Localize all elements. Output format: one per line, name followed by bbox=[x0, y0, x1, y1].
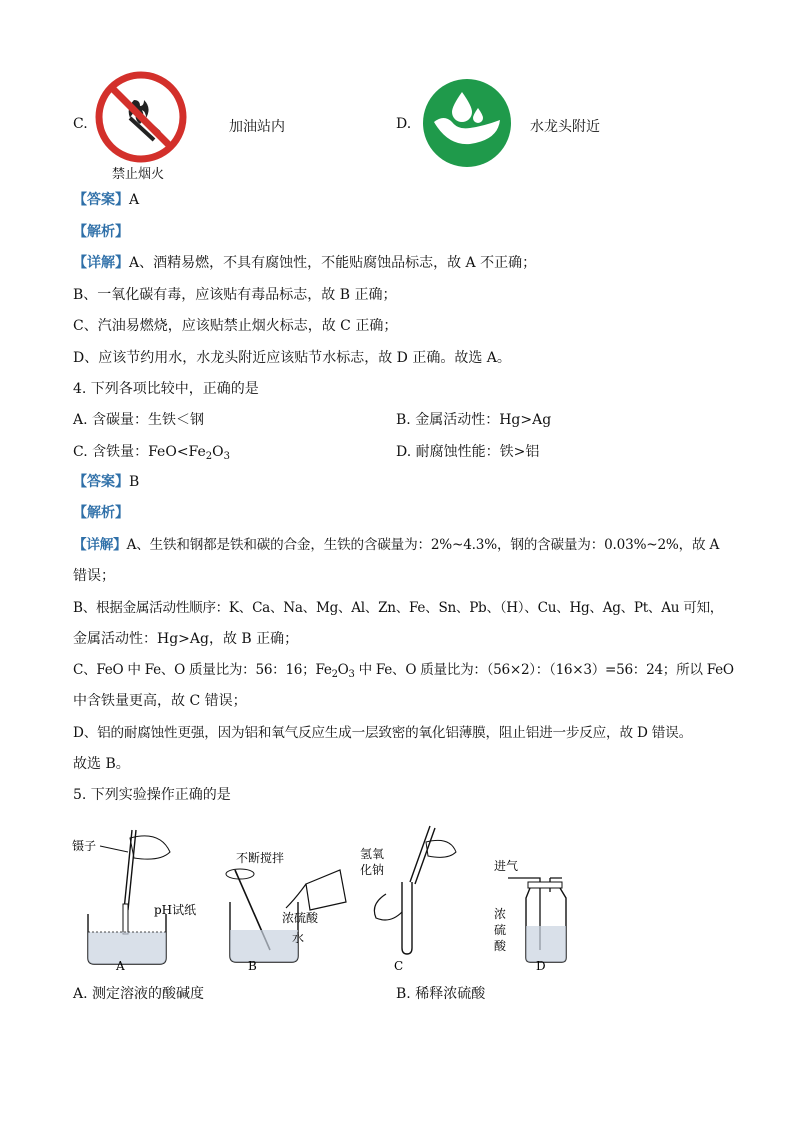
q4-option-a: A. 含碳量：生铁＜钢 bbox=[73, 412, 205, 428]
q5-option-a: A. 测定溶液的酸碱度 bbox=[73, 986, 205, 1002]
q3-detail-line-3: C、汽油易燃烧，应该贴禁止烟火标志，故 C 正确； bbox=[73, 318, 398, 334]
q4-detail-line-5: C、FeO 中 Fe、O 质量比为：56：16；$Fe_2O_3$ 中 Fe、O 质量比为：（56×2）：（16×3）=56：24；所以 FeO bbox=[73, 662, 734, 680]
label-b: B bbox=[248, 959, 257, 973]
label-tweezers: 镊子 bbox=[72, 839, 97, 853]
label-naoh-1: 氢氧 bbox=[360, 847, 385, 861]
q4-analysis-tag: 【解析】 bbox=[73, 505, 129, 521]
figure-b-dilute-acid bbox=[226, 850, 346, 973]
label-c: C bbox=[394, 959, 404, 973]
q4-detail-line-1: 【详解】A、生铁和钢都是铁和碳的合金，生铁的含碳量为：2%~4.3%，钢的含碳量为：0.03%~2%，故 A bbox=[73, 537, 720, 553]
q5-option-b: B. 稀释浓硫酸 bbox=[396, 986, 486, 1002]
figure-d-gas-drying bbox=[494, 858, 566, 973]
q5-figure bbox=[70, 822, 570, 974]
q3-detail-line-1: 【详解】A、酒精易燃，不具有腐蚀性，不能贴腐蚀品标志，故 A 不正确； bbox=[73, 255, 537, 271]
label-d-3: 酸 bbox=[494, 939, 507, 953]
figure-a-ph-test bbox=[72, 830, 196, 973]
q4-answer-row: 【答案】B bbox=[73, 474, 140, 490]
label-a: A bbox=[116, 959, 125, 973]
no-fire-sign-icon bbox=[94, 70, 188, 164]
q4-option-c: C. 含铁量：$FeO<Fe_2O_3$ bbox=[73, 444, 231, 462]
q4-detail-line-2: 错误； bbox=[73, 568, 115, 584]
label-gas-in: 进气 bbox=[494, 859, 519, 873]
label-conc-acid: 浓硫酸 bbox=[282, 911, 319, 925]
option-c-letter: C. bbox=[73, 116, 88, 132]
label-d-2: 硫 bbox=[494, 923, 507, 937]
q3-detail-line-2: B、一氧化碳有毒，应该贴有毒品标志，故 B 正确； bbox=[73, 287, 397, 303]
q4-detail-line-3: B、根据金属活动性顺序：K、Ca、Na、Mg、Al、Zn、Fe、Sn、Pb、（H）、Cu、Hg、Ag、Pt、Au 可知， bbox=[73, 600, 724, 616]
q4-option-d: D. 耐腐蚀性能：铁>铝 bbox=[396, 444, 540, 460]
label-ph-paper: pH试纸 bbox=[154, 903, 197, 917]
q5-stem: 5. 下列实验操作正确的是 bbox=[73, 787, 231, 803]
q4-option-b: B. 金属活动性：Hg>Ag bbox=[396, 412, 552, 428]
figure-c-naoh bbox=[360, 826, 456, 973]
q4-detail-line-7: D、铝的耐腐蚀性更强，因为铝和氧气反应生成一层致密的氧化铝薄膜，阻止铝进一步反应，故 D 错误。 bbox=[73, 725, 692, 741]
option-d-place: 水龙头附近 bbox=[530, 119, 600, 135]
q3-answer-row: 【答案】A bbox=[73, 192, 140, 208]
no-fire-caption: 禁止烟火 bbox=[112, 167, 165, 182]
q3-analysis-tag: 【解析】 bbox=[73, 224, 129, 240]
q4-detail-line-8: 故选 B。 bbox=[73, 756, 130, 772]
label-d-1: 浓 bbox=[494, 907, 507, 921]
water-saving-sign-icon bbox=[422, 78, 512, 168]
label-stir: 不断搅拌 bbox=[236, 851, 285, 865]
label-d: D bbox=[536, 959, 546, 973]
q4-stem: 4. 下列各项比较中，正确的是 bbox=[73, 381, 259, 397]
label-naoh-2: 化钠 bbox=[360, 863, 385, 877]
option-d-letter: D. bbox=[396, 116, 412, 132]
q4-detail-line-4: 金属活动性：Hg>Ag，故 B 正确； bbox=[73, 631, 299, 647]
q4-detail-line-6: 中含铁量更高，故 C 错误； bbox=[73, 693, 247, 709]
option-c-place: 加油站内 bbox=[229, 119, 285, 135]
q3-detail-line-4: D、应该节约用水，水龙头附近应该贴节水标志，故 D 正确。故选 A。 bbox=[73, 350, 511, 366]
label-water: 水 bbox=[292, 931, 305, 945]
